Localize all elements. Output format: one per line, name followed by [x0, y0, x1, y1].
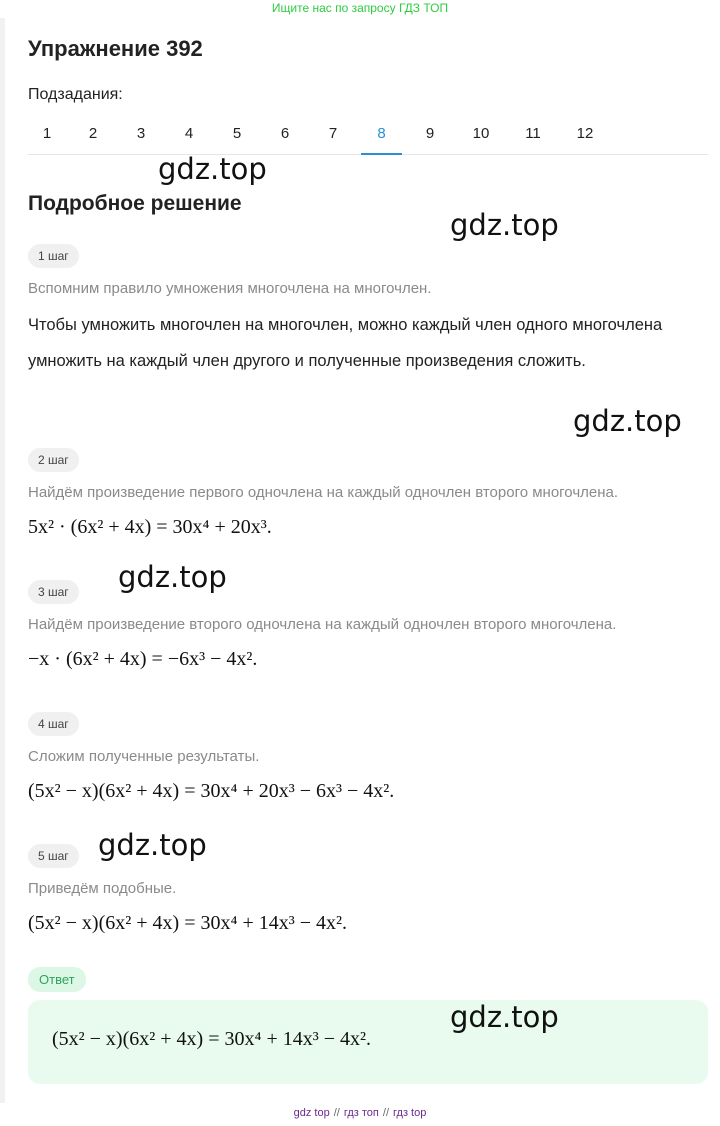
step-badge-5: 5 шаг — [28, 844, 79, 868]
step-hint-3: Найдём произведение второго одночлена на каждый одночлен второго многочлена. — [28, 616, 617, 633]
step-badge-1: 1 шаг — [28, 244, 79, 268]
tab-7[interactable]: 7 — [328, 125, 338, 142]
left-border — [0, 18, 5, 1103]
tab-3[interactable]: 3 — [136, 125, 146, 142]
subtasks-label: Подзадания: — [28, 86, 123, 103]
footer-separator: // — [333, 1107, 340, 1119]
step-badge-2: 2 шаг — [28, 448, 79, 472]
watermark: gdz.top — [450, 1000, 559, 1034]
footer-link-3[interactable]: гдз top — [393, 1107, 427, 1119]
step-formula-5: (5x² − x)(6x² + 4x) = 30x⁴ + 14x³ − 4x². — [28, 912, 347, 934]
tab-1[interactable]: 1 — [42, 125, 52, 142]
footer-link-1[interactable]: gdz top — [293, 1107, 330, 1119]
tab-9[interactable]: 9 — [425, 125, 435, 142]
watermark: gdz.top — [450, 208, 559, 242]
step-hint-2: Найдём произведение первого одночлена на каждый одночлен второго многочлена. — [28, 484, 619, 501]
answer-badge: Ответ — [28, 967, 86, 992]
answer-formula: (5x² − x)(6x² + 4x) = 30x⁴ + 14x³ − 4x². — [52, 1028, 371, 1050]
tab-2[interactable]: 2 — [88, 125, 98, 142]
step-hint-4: Сложим полученные результаты. — [28, 748, 260, 765]
promo-banner[interactable]: Ищите нас по запросу ГДЗ ТОП — [271, 1, 449, 15]
step-hint-1: Вспомним правило умножения многочлена на многочлен. — [28, 280, 432, 297]
tab-10[interactable]: 10 — [472, 125, 490, 142]
footer — [0, 1107, 720, 1119]
step-text-1: Чтобы умножить многочлен на многочлен, можно каждый член одного многочлена умножить на каждый член другого и полученные произведения сложить. — [28, 316, 663, 370]
watermark: gdz.top — [158, 152, 267, 186]
tab-11[interactable]: 11 — [525, 125, 541, 142]
tab-4[interactable]: 4 — [184, 125, 194, 142]
page-title: Упражнение 392 — [28, 36, 203, 61]
tab-6[interactable]: 6 — [280, 125, 290, 142]
watermark: gdz.top — [98, 828, 207, 862]
watermark: gdz.top — [118, 560, 227, 594]
tab-5[interactable]: 5 — [232, 125, 242, 142]
footer-link-2[interactable]: гдз топ — [343, 1107, 379, 1119]
step-formula-4: (5x² − x)(6x² + 4x) = 30x⁴ + 20x³ − 6x³ − 4x². — [28, 780, 395, 802]
watermark: gdz.top — [573, 404, 682, 438]
step-badge-3: 3 шаг — [28, 580, 79, 604]
section-title: Подробное решение — [28, 192, 242, 215]
subtask-tabs — [28, 116, 708, 155]
step-hint-5: Приведём подобные. — [28, 880, 177, 897]
tab-8[interactable]: 8 — [361, 116, 402, 155]
step-formula-3: −x · (6x² + 4x) = −6x³ − 4x². — [28, 648, 258, 670]
step-formula-2: 5x² · (6x² + 4x) = 30x⁴ + 20x³. — [28, 516, 272, 538]
answer-box — [28, 1000, 708, 1084]
step-badge-4: 4 шаг — [28, 712, 79, 736]
footer-separator: // — [382, 1107, 390, 1119]
tab-12[interactable]: 12 — [576, 125, 594, 142]
